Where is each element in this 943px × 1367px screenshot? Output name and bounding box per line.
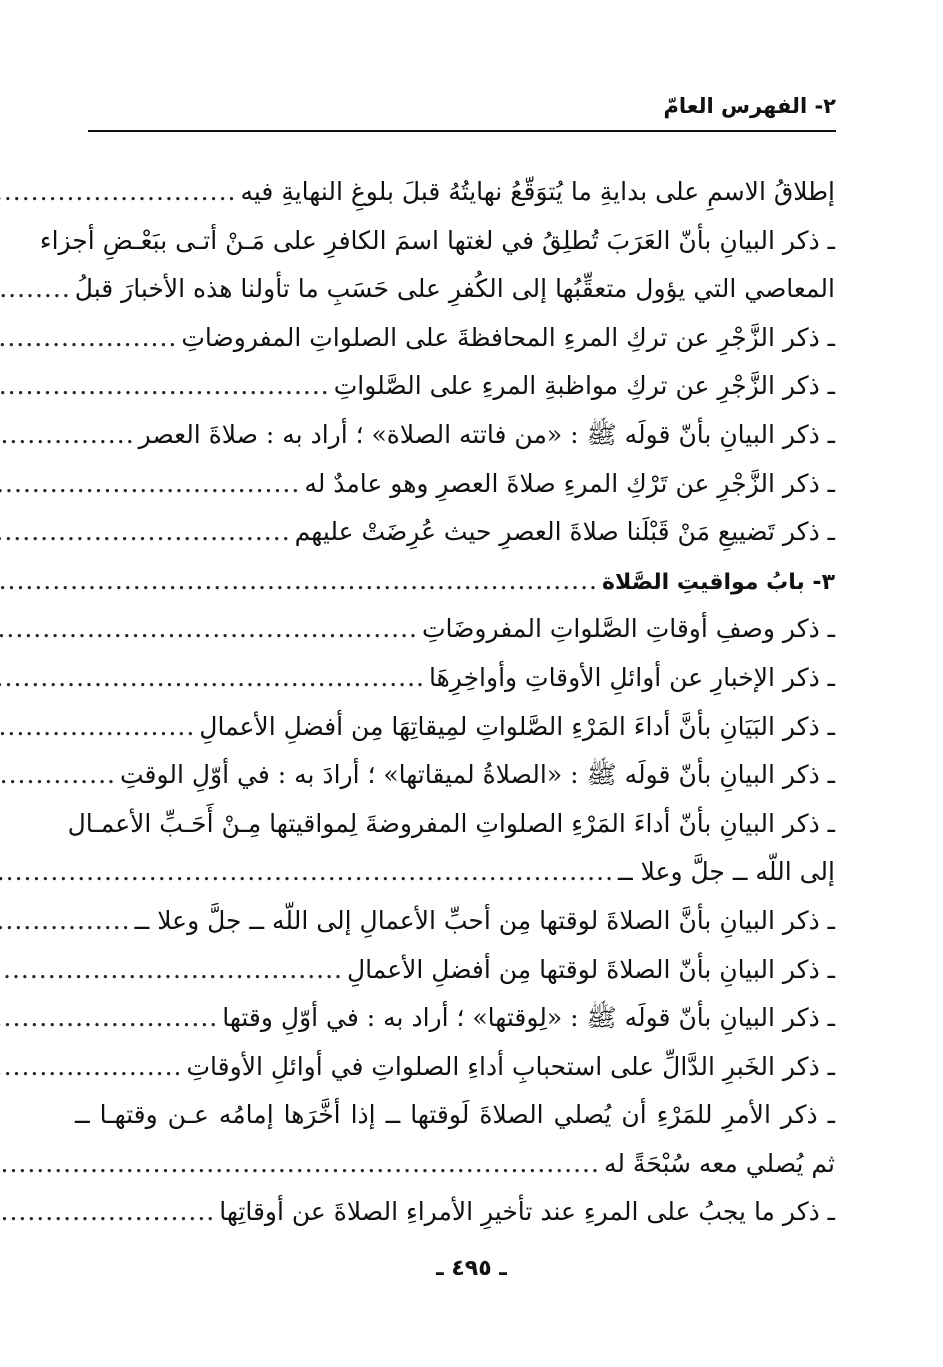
dot-leader bbox=[0, 897, 131, 946]
index-entry bbox=[75, 314, 835, 363]
entry-text: ٣- بابُ مواقيتِ الصَّلاة bbox=[602, 569, 835, 595]
dot-leader bbox=[0, 460, 300, 509]
dot-leader bbox=[0, 654, 425, 703]
entry-text: ـ ذكر الزَّجْرِ عن تركِ مواظبةِ المرءِ على الصَّلواتِ bbox=[333, 371, 835, 401]
entry-text: ـ ذكر الإخبارِ عن أوائلِ الأوقاتِ وأواخِرِهَا bbox=[429, 662, 835, 692]
index-entry bbox=[75, 1140, 835, 1189]
index-entry bbox=[75, 265, 835, 314]
entry-text: ـ ذكر الزَّجْرِ عن تركِ المرءِ المحافظةَ على الصلواتِ المفروضاتِ bbox=[181, 322, 835, 352]
index-entry bbox=[75, 1043, 835, 1092]
entry-text: ـ ذكر الأمرِ للمَرْءِ أن يُصلي الصلاةَ لَوقتها ــ إذا أخَّرَها إمامُه عـن وقتهـا ــ bbox=[75, 1100, 835, 1130]
index-entry bbox=[75, 848, 835, 897]
index-entry bbox=[75, 411, 835, 460]
dot-leader bbox=[0, 314, 177, 363]
index-entry bbox=[75, 460, 835, 509]
entry-text: ـ ذكر البيانِ بأنّ قولَه ﷺ : «من فاتته الصلاة» ؛ أراد به : صلاةَ العصر bbox=[138, 419, 835, 449]
index-entry bbox=[75, 751, 835, 800]
index-entry bbox=[75, 362, 835, 411]
section-title: ٢- الفهرس العامّ bbox=[663, 94, 836, 118]
index-entry bbox=[75, 994, 835, 1043]
index-entry bbox=[75, 508, 835, 557]
dot-leader bbox=[0, 1140, 600, 1189]
dot-leader bbox=[0, 1188, 215, 1237]
entry-text: ثم يُصلي معه سُبْحَةً له bbox=[603, 1148, 835, 1178]
entry-text: إطلاقُ الاسمِ على بدايةِ ما يُتوَقّعُ نهايتُهُ قبلَ بلوغِ النهايةِ فيه bbox=[240, 177, 835, 206]
entry-text: ـ ذكر البيانِ بأنّ العَرَبَ تُطلِقُ في لغتها اسمَ الكافرِ على مَـنْ أتـى ببَعْـضِ أجزاء bbox=[39, 225, 835, 255]
dot-leader bbox=[0, 751, 116, 800]
index-entry bbox=[75, 897, 835, 946]
page-number: ـ ٤٩٥ ـ bbox=[436, 1256, 507, 1281]
dot-leader bbox=[0, 508, 291, 557]
entry-text: إلى اللّه ــ جلَّ وعلا ــ bbox=[618, 857, 835, 887]
dot-leader bbox=[0, 362, 330, 411]
entry-text: ـ ذكر ما يجبُ على المرءِ عند تأخيرِ الأمراءِ الصلاةَ عن أوقاتِها bbox=[219, 1197, 835, 1227]
index-entry bbox=[67, 800, 835, 849]
entry-text: ـ ذكر البيانِ بأنّ أداءَ المَرْءِ الصلواتِ المفروضةَ لِمواقيتها مِـنْ أَحَـبِّ الأعمـال bbox=[67, 808, 835, 838]
index-entry bbox=[75, 605, 835, 654]
entry-text: ـ ذكر الزَّجْرِ عن تَرْكِ المرءِ صلاةَ العصرِ وهو عامدٌ له bbox=[304, 468, 835, 498]
dot-leader bbox=[0, 411, 135, 460]
entry-text: ـ ذكر وصفِ أوقاتِ الصَّلواتِ المفروضَاتِ bbox=[421, 614, 835, 644]
index-entry bbox=[75, 654, 835, 703]
index-entry bbox=[75, 168, 835, 217]
index-entry bbox=[39, 217, 835, 266]
dot-leader bbox=[0, 605, 418, 654]
entry-text: ـ ذكر البيانِ بأنّ قولَه ﷺ : «الصلاةُ لميقاتها» ؛ أرادَ به : في أوّلِ الوقتِ bbox=[119, 760, 835, 790]
index-entry bbox=[75, 1091, 835, 1140]
index-entry bbox=[75, 1188, 835, 1237]
dot-leader bbox=[0, 1043, 183, 1092]
index-entry bbox=[75, 703, 835, 752]
running-header bbox=[88, 92, 836, 132]
entry-text: ـ ذكر تَضييعِ مَنْ قَبْلَنا صلاةَ العصرِ حيث عُرِضَتْ عليهم bbox=[294, 517, 835, 547]
entry-text: المعاصي التي يؤول متعقِّبُها إلى الكُفرِ على حَسَبِ ما تأولنا هذه الأخبارَ قبلُ bbox=[74, 274, 835, 304]
index-entry bbox=[75, 946, 835, 995]
dot-leader bbox=[0, 265, 71, 314]
dot-leader bbox=[0, 994, 218, 1043]
entry-text: ـ ذكر البيانِ بأنّ الصلاةَ لوقتها مِن أفضلِ الأعمالِ bbox=[346, 954, 835, 984]
dot-leader bbox=[0, 848, 614, 897]
entry-text: ـ ذكر الخَبرِ الدَّالِّ على استحبابِ أداءِ الصلواتِ في أوائلِ الأوقاتِ bbox=[186, 1051, 835, 1081]
dot-leader bbox=[0, 168, 236, 217]
entry-text: ـ ذكر البيانِ بأنَّ الصلاةَ لوقتها مِن أحبِّ الأعمالِ إلى اللّه ــ جلَّ وعلا ــ bbox=[134, 905, 835, 935]
dot-leader bbox=[0, 703, 195, 752]
header-divider bbox=[88, 130, 836, 132]
index-entries bbox=[39, 168, 835, 1237]
dot-leader bbox=[0, 557, 598, 606]
entry-text: ـ ذكر البَيَانِ بأنَّ أداءَ المَرْءِ الصَّلواتِ لمِيقاتِهَا مِن أفضلِ الأعمالِ bbox=[199, 711, 835, 741]
index-entry bbox=[75, 557, 835, 606]
entry-text: ـ ذكر البيانِ بأنّ قولَه ﷺ : «لِوقتها» ؛ أراد به : في أوّلِ وقتها bbox=[222, 1003, 835, 1033]
dot-leader bbox=[0, 946, 343, 995]
